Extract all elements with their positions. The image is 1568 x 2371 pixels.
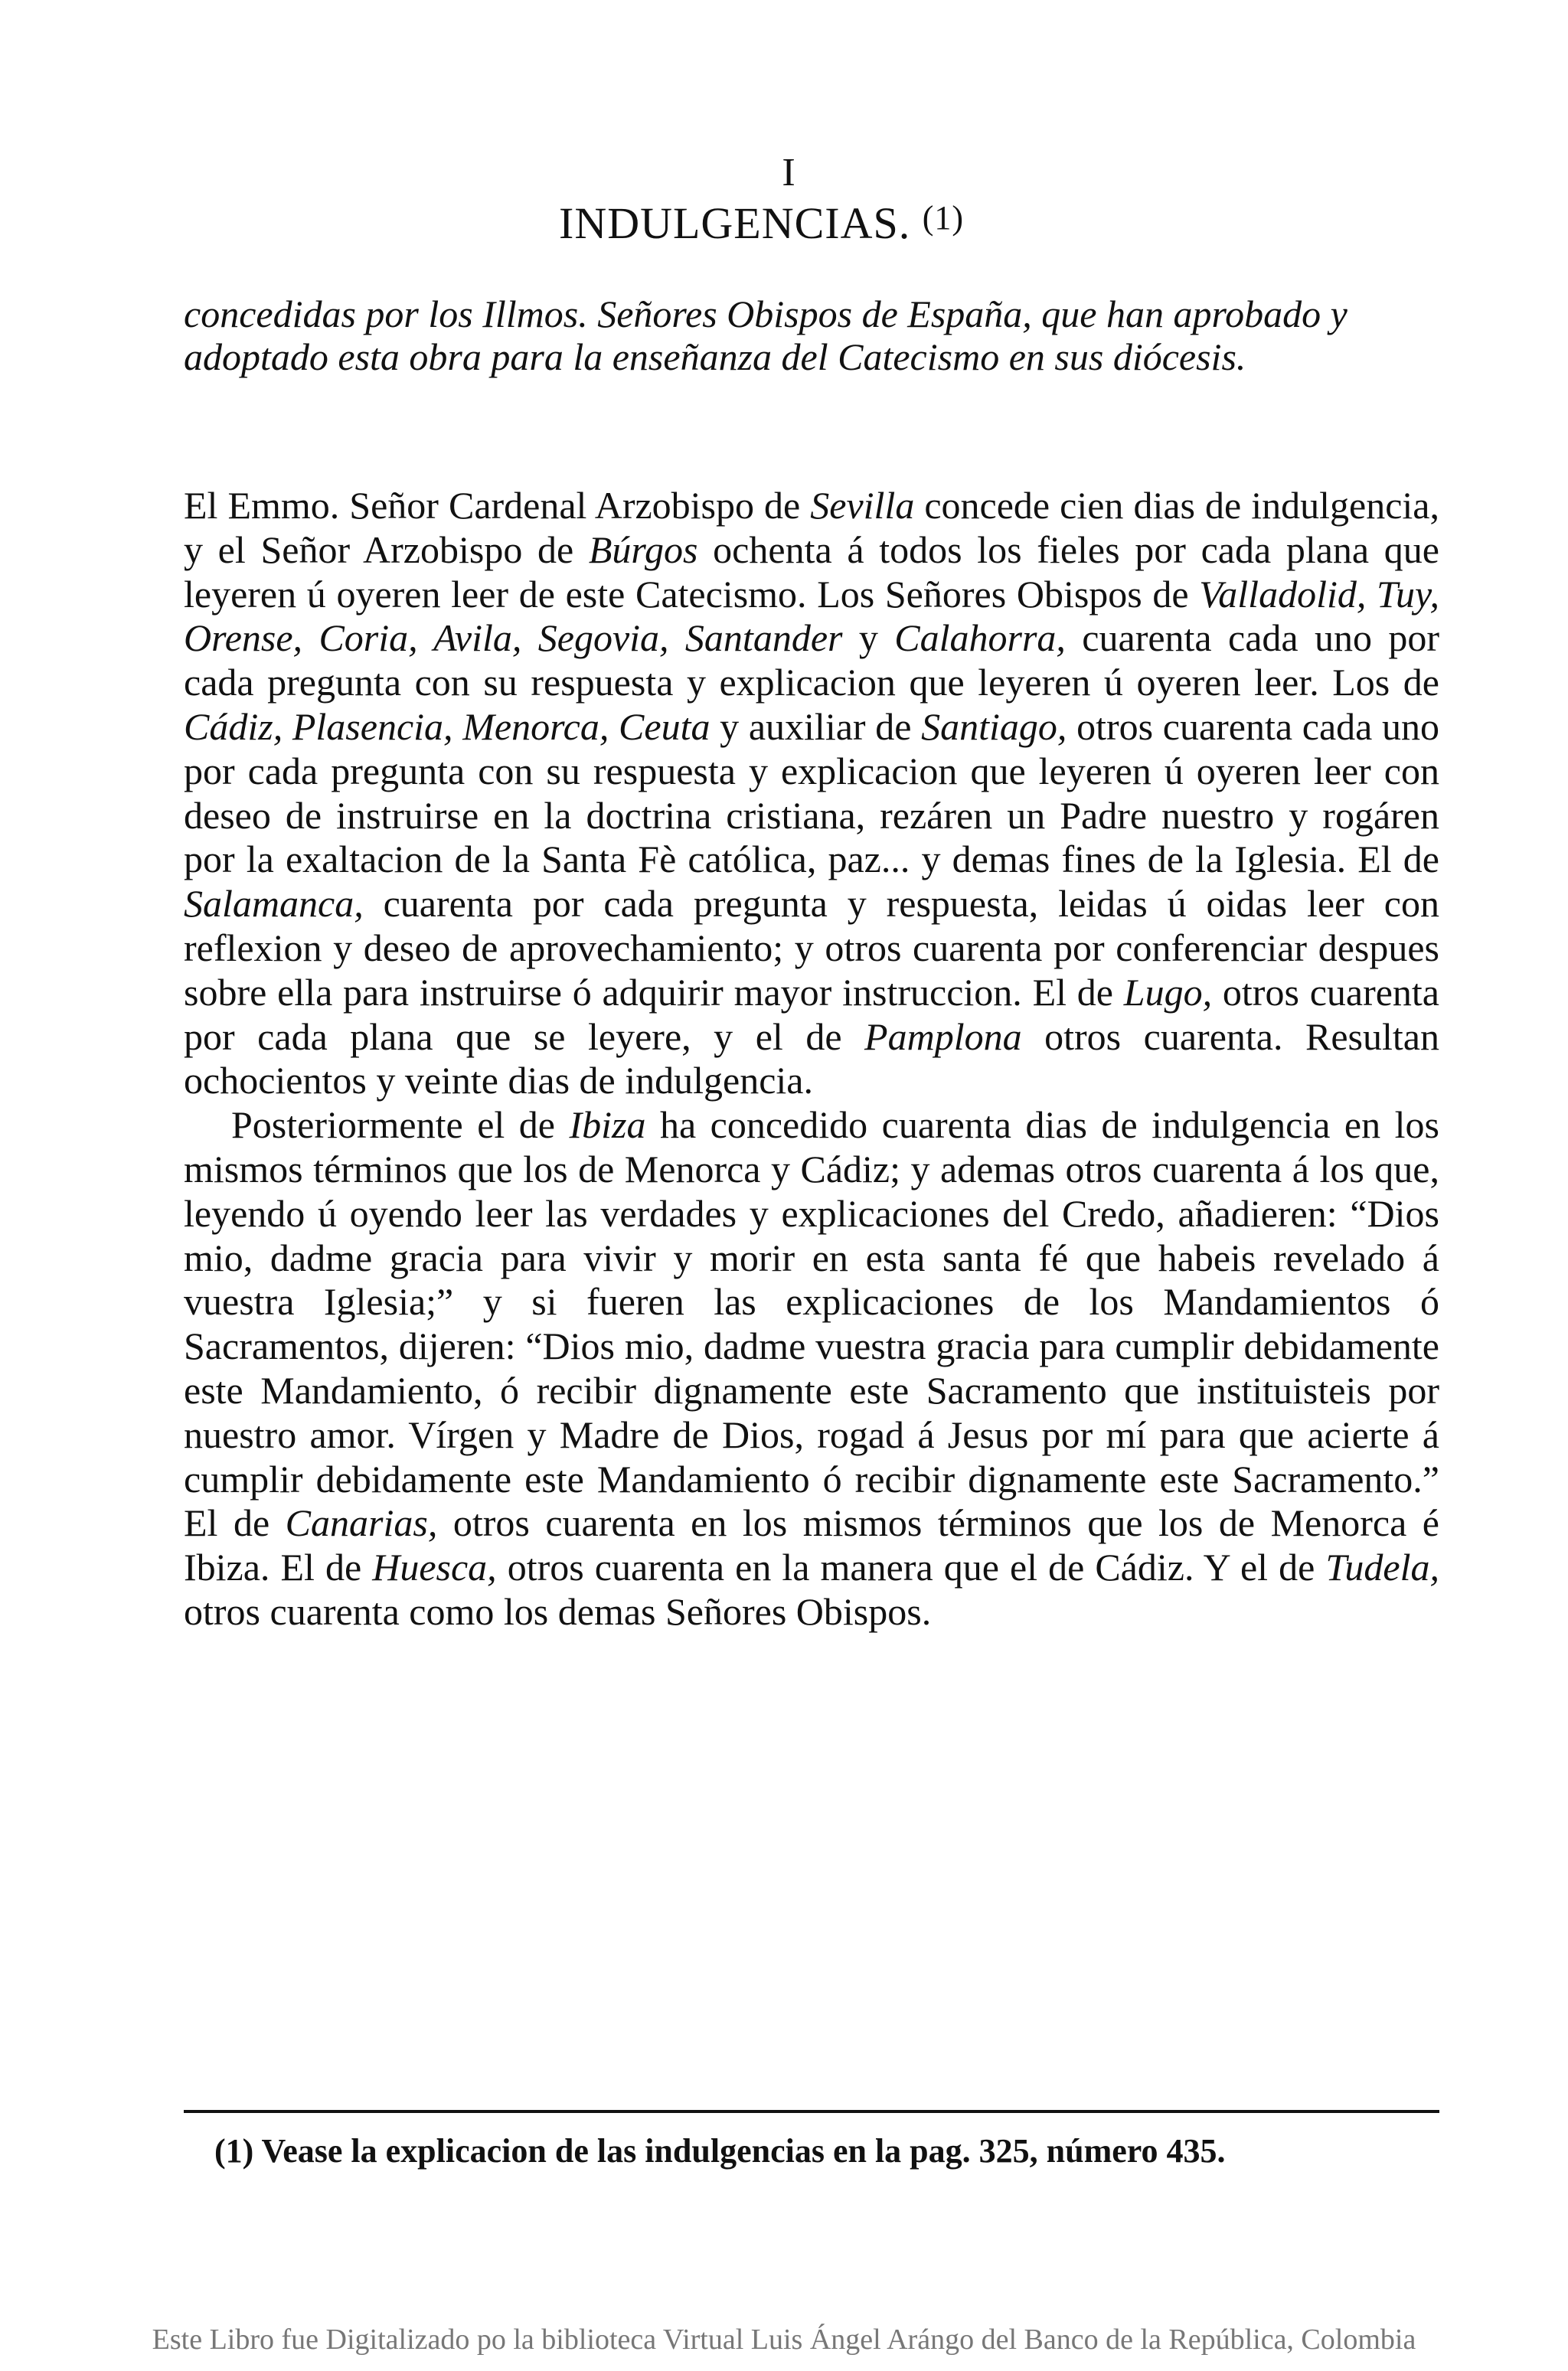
- place-name: Valladolid, Tuy, Orense, Coria, Avila, Segovia, Santander: [184, 572, 1439, 660]
- text-run: otros cuarenta por cada plana que se leyere, y el de: [184, 970, 1439, 1058]
- text-run: otros cuarenta en los mismos términos que los de Menorca é Ibiza. El de: [184, 1501, 1439, 1589]
- page-title: [559, 198, 964, 249]
- place-name: Lugo,: [1123, 970, 1213, 1014]
- place-name: Salamanca,: [184, 882, 364, 926]
- place-name: Huesca,: [372, 1546, 497, 1589]
- title-text: INDULGENCIAS.: [559, 198, 911, 248]
- text-run: Posteriormente el de: [231, 1103, 570, 1147]
- text-run: ochenta á todos los fieles por cada plana que leyeren ú oyeren leer de este Catecismo. Los Señores Obispos de: [184, 527, 1439, 616]
- digitization-note: Este Libro fue Digitalizado po la biblioteca Virtual Luis Ángel Arángo del Banco de la República, Colombia: [152, 2324, 1416, 2356]
- text-run: y auxiliar de: [710, 704, 922, 748]
- text-run: otros cuarenta. Resultan ochocientos y veinte dias de indulgencia.: [184, 1014, 1439, 1102]
- footnote: (1) Vease la explicacion de las indulgencias en la pag. 325, número 435.: [214, 2132, 1226, 2170]
- text-run: otros cuarenta en la manera que el de Cádiz. Y el de: [496, 1546, 1326, 1589]
- footnote-divider: [184, 2110, 1439, 2113]
- place-name: Canarias,: [285, 1501, 438, 1545]
- place-name: Santiago,: [921, 704, 1067, 748]
- paragraph-1: [184, 484, 1439, 1103]
- text-run: cuarenta por cada pregunta y respuesta, leidas ú oidas leer con reflexion y deseo de aprovechamiento; y otros cuarenta por conferenciar despues sobre ella para instruirse ó adquirir mayor instruccion. El de: [184, 882, 1439, 1014]
- place-name: Búrgos: [588, 527, 698, 571]
- text-run: otros cuarenta como los demas Señores Obispos.: [184, 1589, 932, 1633]
- place-name: Calahorra,: [894, 616, 1066, 660]
- text-run: cuarenta cada uno por cada pregunta con su respuesta y explicacion que leyeren ú oyeren leer. Los de: [184, 616, 1439, 704]
- subtitle: concedidas por los Illmos. Señores Obispos de España, que han aprobado y adoptado esta obra para la enseñanza del Catecismo en sus diócesis.: [184, 292, 1348, 378]
- place-name: Pamplona: [864, 1014, 1022, 1058]
- text-run: otros cuarenta cada uno por cada pregunta con su respuesta y explicacion que leyeren ú oyeren leer con deseo de instruirse en la doctrina cristiana, rezáren un Padre nuestro y rogáren por la exaltacion de la Santa Fè católica, paz... y demas fines de la Iglesia. El de: [184, 704, 1440, 881]
- place-name: Ibiza: [569, 1103, 646, 1147]
- place-name: Cádiz, Plasencia, Menorca, Ceuta: [184, 704, 710, 748]
- footnote-reference: (1): [922, 199, 965, 237]
- text-run: ha concedido cuarenta dias de indulgencia en los mismos términos que los de Menorca y Cádiz; y ademas otros cuarenta á los que, leyendo ú oyendo leer las verdades y explicaciones del Credo, añadieren: “Dios mio, dadme gracia para vivir y morir en esta santa fé que habeis revelado á vuestra Iglesia;” y si fueren las explicaciones de los Mandamientos ó Sacramentos, dijeren: “Dios mio, dadme vuestra gracia para cumplir debidamente este Mandamiento, ó recibir dignamente este Sacramento que instituisteis por nuestro amor. Vírgen y Madre de Dios, rogad á Jesus por mí para que acierte á cumplir debidamente este Mandamiento ó recibir dignamente este Sacramento.” El de: [184, 1103, 1439, 1545]
- text-run: El Emmo. Señor Cardenal Arzobispo de: [184, 484, 811, 527]
- text-run: concede cien dias de indulgencia, y el Señor Arzobispo de: [184, 484, 1439, 571]
- paragraph-2: [184, 1103, 1439, 1635]
- place-name: Sevilla: [810, 484, 915, 527]
- text-run: y: [842, 616, 895, 660]
- body-text: [184, 484, 1439, 1635]
- page-number: I: [782, 151, 795, 194]
- place-name: Tudela,: [1325, 1546, 1439, 1589]
